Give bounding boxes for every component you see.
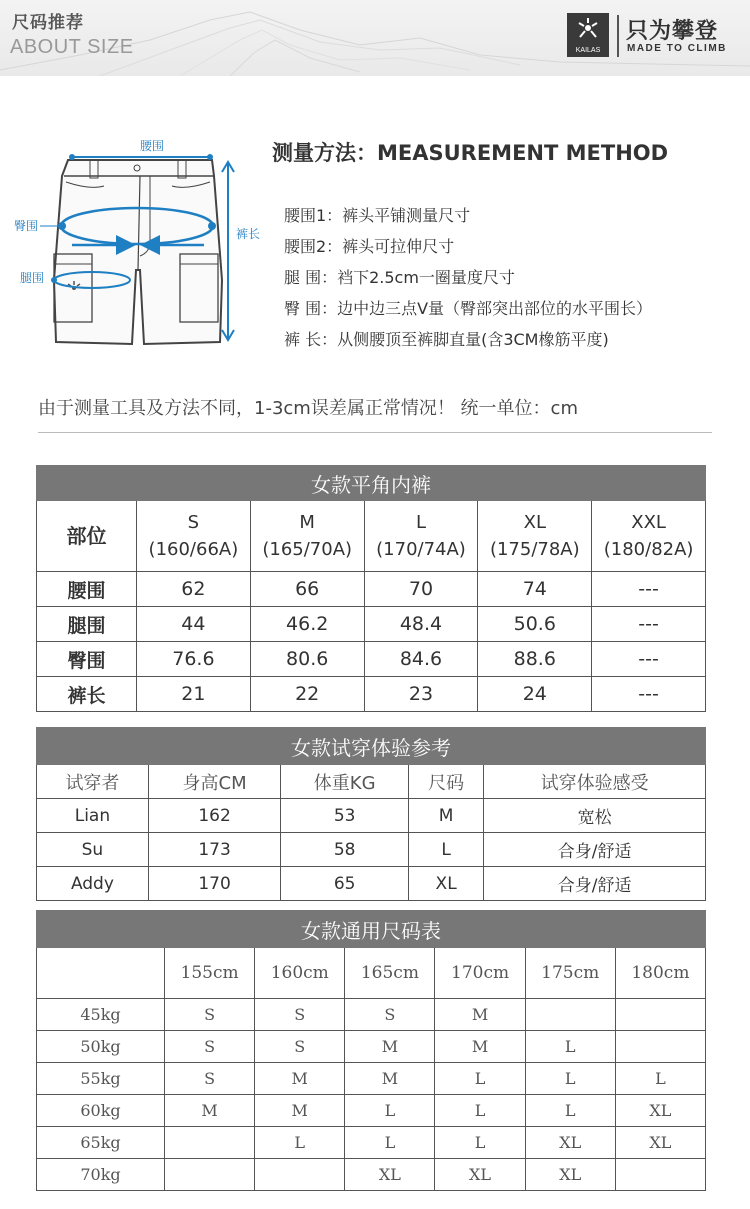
table-cell: --- [592, 607, 706, 642]
method-line: 腰围2：裤头可拉伸尺寸 [284, 237, 455, 256]
kailas-logo-icon [567, 13, 609, 45]
table-row [37, 642, 706, 677]
table-cell: M [255, 1063, 345, 1095]
kailas-logo [567, 13, 609, 57]
column-header: 试穿体验感受 [484, 765, 706, 799]
size-header: L (170/74A) [364, 501, 478, 572]
divider [38, 432, 712, 433]
column-header: 身高CM [148, 765, 280, 799]
diagram-thigh-label: 腿围 [20, 271, 45, 285]
row-label: 腿围 [37, 607, 137, 642]
column-header: 175cm [525, 948, 615, 999]
column-header: 180cm [615, 948, 705, 999]
table-cell: L [345, 1127, 435, 1159]
table-cell: L [255, 1127, 345, 1159]
table-cell: 62 [137, 572, 251, 607]
general-size-table [36, 910, 706, 1191]
table-cell: M [345, 1031, 435, 1063]
table-cell: XL [408, 867, 483, 901]
table-cell: L [525, 1031, 615, 1063]
table-cell: S [345, 999, 435, 1031]
table-cell: 88.6 [478, 642, 592, 677]
table-cell [615, 1159, 705, 1191]
size-header: XL (175/78A) [478, 501, 592, 572]
table-row [37, 833, 706, 867]
table-cell: 70 [364, 572, 478, 607]
table-cell: 50.6 [478, 607, 592, 642]
column-header: 160cm [255, 948, 345, 999]
table-cell: XL [525, 1159, 615, 1191]
brand-name: KAILAS [575, 47, 601, 54]
row-label: 65kg [37, 1127, 165, 1159]
table-row [37, 607, 706, 642]
table-cell: 58 [281, 833, 409, 867]
table-cell: XL [435, 1159, 525, 1191]
table-cell: 22 [250, 677, 364, 712]
table-cell: M [435, 1031, 525, 1063]
table-cell: 46.2 [250, 607, 364, 642]
table-cell: XL [615, 1095, 705, 1127]
table-cell [255, 1159, 345, 1191]
table-cell: Addy [37, 867, 149, 901]
method-line: 腰围1：裤头平铺测量尺寸 [284, 206, 471, 225]
table-row [37, 572, 706, 607]
size-table [36, 465, 706, 712]
table-row [37, 1063, 706, 1095]
table-cell: 65 [281, 867, 409, 901]
table-cell: XL [525, 1127, 615, 1159]
table-cell: 24 [478, 677, 592, 712]
table-cell: S [165, 1031, 255, 1063]
table-cell [165, 1159, 255, 1191]
table-cell: 162 [148, 799, 280, 833]
table-cell: XL [615, 1127, 705, 1159]
column-header: 体重KG [281, 765, 409, 799]
table-row [37, 867, 706, 901]
column-header: 尺码 [408, 765, 483, 799]
table-cell: Su [37, 833, 149, 867]
diagram-hip-label: 臀围 [14, 219, 39, 233]
table-cell: M [408, 799, 483, 833]
table-cell: 21 [137, 677, 251, 712]
table-row [37, 799, 706, 833]
table-cell: S [255, 999, 345, 1031]
table-cell: 合身/舒适 [484, 867, 706, 901]
table-cell: 53 [281, 799, 409, 833]
table-cell: Lian [37, 799, 149, 833]
trial-table [36, 727, 706, 901]
table-row [37, 677, 706, 712]
slogan-en: MADE TO CLIMB [627, 43, 727, 54]
method-line: 腿 围：裆下2.5cm一圈量度尺寸 [284, 268, 515, 287]
row-label: 腰围 [37, 572, 137, 607]
table-cell: L [525, 1063, 615, 1095]
table-cell [615, 999, 705, 1031]
table-cell: XL [345, 1159, 435, 1191]
table-cell: --- [592, 642, 706, 677]
table-corner [37, 948, 165, 999]
table-cell: S [255, 1031, 345, 1063]
table-cell: 66 [250, 572, 364, 607]
table-cell: L [435, 1063, 525, 1095]
table-row [37, 1159, 706, 1191]
table-cell: 合身/舒适 [484, 833, 706, 867]
table-row [37, 1095, 706, 1127]
table-cell: --- [592, 572, 706, 607]
table-row [37, 1127, 706, 1159]
row-label: 臀围 [37, 642, 137, 677]
row-label: 45kg [37, 999, 165, 1031]
table-cell: L [408, 833, 483, 867]
page-header [0, 0, 750, 76]
column-header: 170cm [435, 948, 525, 999]
size-header: M (165/70A) [250, 501, 364, 572]
column-header: 试穿者 [37, 765, 149, 799]
table-cell: 74 [478, 572, 592, 607]
size-table-title: 女款平角内裤 [37, 466, 706, 501]
table-cell: 80.6 [250, 642, 364, 677]
table-cell [615, 1031, 705, 1063]
shorts-measurement-diagram [0, 130, 270, 360]
table-cell: M [435, 999, 525, 1031]
general-table-title: 女款通用尺码表 [37, 911, 706, 948]
table-cell: L [435, 1095, 525, 1127]
table-cell: L [615, 1063, 705, 1095]
column-header: 155cm [165, 948, 255, 999]
logo-divider [617, 15, 619, 57]
table-cell [525, 999, 615, 1031]
slogan-cn: 只为攀登 [626, 19, 719, 44]
table-cell: 23 [364, 677, 478, 712]
size-header: S (160/66A) [137, 501, 251, 572]
table-cell: S [165, 999, 255, 1031]
table-cell: L [525, 1095, 615, 1127]
table-cell: 宽松 [484, 799, 706, 833]
table-cell: M [345, 1063, 435, 1095]
method-line: 臀 围：边中边三点V量（臀部突出部位的水平围长） [284, 299, 653, 318]
table-cell: L [435, 1127, 525, 1159]
table-cell: M [165, 1095, 255, 1127]
row-label: 50kg [37, 1031, 165, 1063]
header-subtitle: ABOUT SIZE [10, 36, 134, 58]
row-label: 60kg [37, 1095, 165, 1127]
diagram-waist-label: 腰围 [139, 139, 165, 153]
table-cell: 48.4 [364, 607, 478, 642]
table-cell: M [255, 1095, 345, 1127]
header-title: 尺码推荐 [12, 13, 84, 33]
table-cell [165, 1127, 255, 1159]
table-cell: 84.6 [364, 642, 478, 677]
method-line: 裤 长：从侧腰顶至裤脚直量(含3CM橡筋平度) [284, 330, 609, 349]
table-cell: 170 [148, 867, 280, 901]
column-header: 165cm [345, 948, 435, 999]
table-row [37, 999, 706, 1031]
method-title: 测量方法：MEASUREMENT METHOD [272, 141, 669, 165]
table-row [37, 1031, 706, 1063]
measurement-note: 由于测量工具及方法不同，1-3cm误差属正常情况！ 统一单位：cm [38, 398, 578, 419]
row-label: 裤长 [37, 677, 137, 712]
method-list [284, 200, 652, 355]
size-table-corner: 部位 [37, 501, 137, 572]
row-label: 55kg [37, 1063, 165, 1095]
size-header: XXL (180/82A) [592, 501, 706, 572]
trial-table-title: 女款试穿体验参考 [37, 728, 706, 765]
table-cell: 173 [148, 833, 280, 867]
table-cell: 44 [137, 607, 251, 642]
table-cell: S [165, 1063, 255, 1095]
table-cell: 76.6 [137, 642, 251, 677]
table-cell: --- [592, 677, 706, 712]
row-label: 70kg [37, 1159, 165, 1191]
diagram-length-label: 裤长 [236, 227, 261, 241]
table-cell: L [345, 1095, 435, 1127]
